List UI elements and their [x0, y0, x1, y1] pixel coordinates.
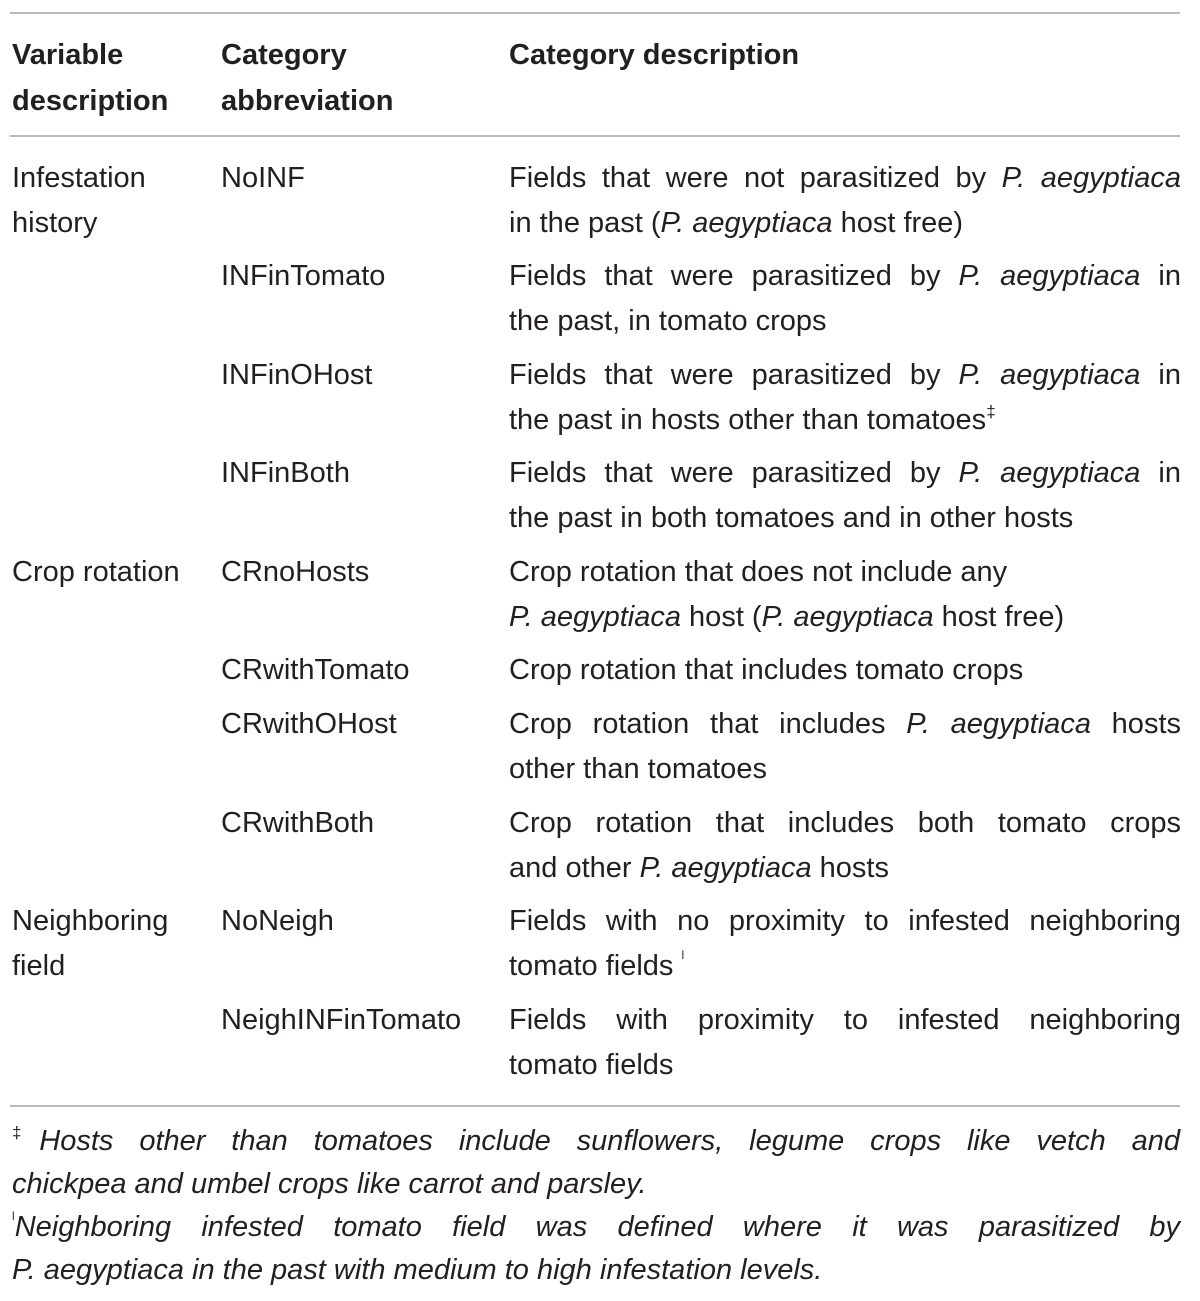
row-description-line: other than tomatoes — [509, 753, 767, 785]
row-description-line: P. aegyptiaca host (P. aegyptiaca host free) — [509, 601, 1065, 633]
row-description-line: the past in hosts other than tomatoes‡ — [509, 402, 996, 436]
row-description-line: the past in both tomatoes and in other hosts — [509, 502, 1074, 534]
row-description-line: tomato fields $^ˡ$ — [509, 948, 685, 982]
row-variable — [12, 156, 212, 246]
row-description — [509, 156, 1181, 246]
row-description — [509, 353, 1181, 443]
row-description — [509, 451, 1181, 541]
row-variable-line: field — [12, 950, 66, 982]
footnote-double-dagger-line: chickpea and umbel crops like carrot and parsley. — [12, 1168, 647, 1200]
header-category-description: Category description — [509, 39, 800, 71]
table-top-rule — [10, 12, 1180, 14]
row-abbreviation: NeighINFinTomato — [221, 1004, 462, 1036]
row-variable-line: history — [12, 207, 98, 239]
row-description-line: and other P. aegyptiaca hosts — [509, 852, 889, 884]
row-description-line: Crop rotation that does not include any — [509, 556, 1008, 588]
row-abbreviation: INFinOHost — [221, 359, 373, 391]
table-bottom-rule — [10, 1105, 1180, 1107]
row-variable-line: Infestation — [12, 162, 146, 194]
row-description-line: Crop rotation that includes tomato crops — [509, 654, 1024, 686]
footnote-l-symbol: ˡ — [12, 1209, 15, 1228]
row-description-line: Fields that were parasitized by P. aegyptiaca in — [509, 359, 1181, 391]
row-description-line: Crop rotation that includes both tomato crops — [509, 807, 1181, 839]
row-description — [509, 702, 1181, 792]
row-description — [509, 801, 1181, 891]
row-abbreviation: CRwithTomato — [221, 654, 410, 686]
row-description-line: Crop rotation that includes P. aegyptiaca hosts — [509, 708, 1181, 740]
row-description-line: in the past (P. aegyptiaca host free) — [509, 207, 964, 239]
row-description-line: tomato fields — [509, 1049, 674, 1081]
row-abbreviation: NoNeigh — [221, 905, 334, 937]
row-abbreviation: CRwithBoth — [221, 807, 375, 839]
row-description-line: Fields that were parasitized by P. aegyptiaca in — [509, 260, 1181, 292]
row-variable-line: Neighboring — [12, 905, 169, 937]
row-variable — [12, 899, 212, 989]
footnote-double-dagger-line: ‡Hosts other than tomatoes include sunflowers, legume crops like vetch and — [12, 1123, 1180, 1157]
header-variable-description: Variable description — [12, 39, 169, 117]
row-description — [509, 254, 1181, 344]
row-abbreviation: CRwithOHost — [221, 708, 397, 740]
row-description — [509, 550, 1181, 640]
row-description — [509, 998, 1181, 1088]
row-description-line: Fields that were not parasitized by P. aegyptiaca — [509, 162, 1181, 194]
table-header-rule — [10, 135, 1180, 137]
row-abbreviation: INFinBoth — [221, 457, 350, 489]
row-abbreviation: NoINF — [221, 162, 305, 194]
footnote-double-dagger-symbol: ‡ — [12, 1123, 40, 1142]
row-variable — [12, 550, 212, 595]
row-abbreviation: INFinTomato — [221, 260, 386, 292]
row-variable-line: Crop rotation — [12, 556, 180, 588]
row-description-line: Fields with proximity to infested neighboring — [509, 1004, 1181, 1036]
row-abbreviation: CRnoHosts — [221, 556, 370, 588]
footnote-l-line: P. aegyptiaca in the past with medium to high infestation levels. — [12, 1254, 823, 1286]
header-category-abbreviation: Category abbreviation — [221, 39, 394, 117]
row-description-line: Fields with no proximity to infested neighboring — [509, 905, 1181, 937]
row-description-line: Fields that were parasitized by P. aegyptiaca in — [509, 457, 1181, 489]
row-description — [509, 648, 1181, 693]
footnote-l-line: $^ˡ$Neighboring infested tomato field was defined where it was parasitized by — [12, 1209, 1180, 1243]
row-description — [509, 899, 1181, 989]
row-description-line: the past, in tomato crops — [509, 305, 827, 337]
table-footnotes — [12, 1120, 1180, 1292]
